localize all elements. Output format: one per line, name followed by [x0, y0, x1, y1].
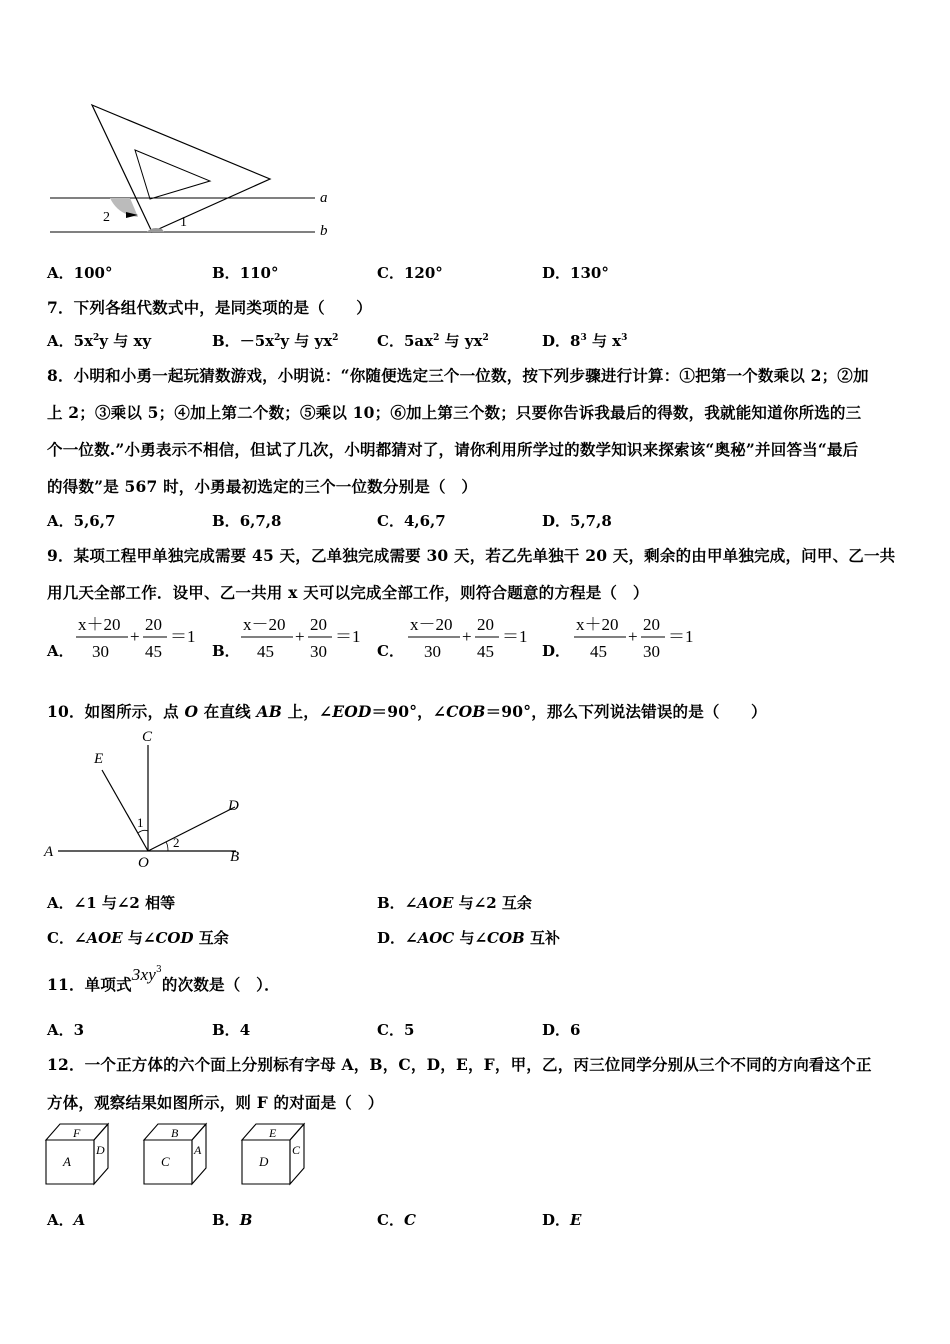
q6-option-c[interactable]: C．120°	[377, 264, 443, 282]
q9-a-plus: +	[130, 627, 140, 646]
q7-stem: 7．下列各组代数式中，是同类项的是（ ）	[47, 298, 372, 317]
q10-option-a[interactable]: A．∠1 与∠2 相等	[47, 894, 176, 912]
q8-line-3: 个一位数.”小勇表示不相信，但试了几次，小明都猜对了，请你利用所学过的数学知识来探索该“奥秘”并回答当“最后	[47, 440, 859, 459]
q7-option-c[interactable]: C．$5ax^2$ 与 $yx^2$	[377, 332, 489, 350]
angle-1-label: 1	[137, 815, 144, 830]
q8-option-c[interactable]: C．4,6,7	[377, 512, 446, 530]
q6-option-a[interactable]: A．100°	[47, 264, 113, 282]
triangle-ruler-inner	[135, 150, 210, 199]
q9-option-d-key[interactable]: D．	[542, 642, 571, 660]
q12-cubes-figure	[40, 1118, 330, 1190]
cube-3-front: D	[259, 1154, 269, 1169]
ray-od	[148, 807, 235, 851]
q9-a-rhs: ＝1	[170, 627, 196, 646]
q6-option-d[interactable]: D．130°	[542, 264, 609, 282]
q9-option-c-equation	[408, 615, 528, 661]
label-a: a	[320, 190, 328, 206]
q9-d-den2: 30	[643, 642, 660, 661]
point-o-label: O	[138, 855, 149, 870]
q9-option-b-equation	[241, 615, 361, 661]
q8-line-2: 上 2；③乘以 5；④加上第二个数；⑤乘以 10；⑥加上第三个数；只要你告诉我最后的得数，我就能知道你所选的三	[47, 403, 862, 422]
q9-a-num1: x＋20	[78, 615, 121, 634]
q8-option-b[interactable]: B．6,7,8	[212, 512, 282, 530]
q9-option-a-equation	[76, 615, 196, 661]
q12-line-1: 12．一个正方体的六个面上分别标有字母 A，B，C，D，E，F，甲，乙，丙三位同学分别从三个不同的方向看这个正	[47, 1055, 872, 1074]
q7-option-d[interactable]: D．$8^3$ 与 $x^3$	[542, 332, 628, 350]
q9-c-plus: +	[462, 627, 472, 646]
q8-option-a[interactable]: A．5,6,7	[47, 512, 116, 530]
q9-c-den2: 45	[477, 642, 494, 661]
cube-2	[144, 1124, 206, 1184]
q12-option-b[interactable]: B．B	[212, 1211, 253, 1229]
q12-option-c[interactable]: C．C	[377, 1211, 416, 1229]
ray-oe	[102, 770, 148, 851]
q9-d-den1: 45	[590, 642, 607, 661]
cube-1-front: A	[63, 1154, 71, 1169]
q9-d-rhs: ＝1	[668, 627, 694, 646]
cube-2-top: B	[171, 1126, 179, 1140]
q9-d-plus: +	[628, 627, 638, 646]
q9-b-rhs: ＝1	[335, 627, 361, 646]
q9-a-den2: 45	[145, 642, 162, 661]
q11-option-d[interactable]: D．6	[542, 1021, 581, 1039]
q9-c-num1: x－20	[410, 615, 453, 634]
q9-b-plus: +	[295, 627, 305, 646]
q9-b-den1: 45	[257, 642, 274, 661]
q10-stem: 10．如图所示，点 O 在直线 AB 上，∠EOD＝90°，∠COB＝90°，那么下列说法错误的是（ ）	[47, 702, 767, 721]
q9-d-num1: x＋20	[576, 615, 619, 634]
q9-b-num1: x－20	[243, 615, 286, 634]
cube-2-front: C	[161, 1154, 170, 1169]
q9-option-d-equation	[574, 615, 694, 661]
q9-d-num2: 20	[643, 615, 660, 634]
q9-a-num2: 20	[145, 615, 162, 634]
cube-3	[242, 1124, 304, 1184]
q9-line-1: 9．某项工程甲单独完成需要 45 天，乙单独完成需要 30 天，若乙先单独干 20 天，剩余的由甲单独完成，问甲、乙一共	[47, 546, 896, 565]
q8-line-4: 的得数”是 567 时，小勇最初选定的三个一位数分别是（ ）	[47, 477, 478, 496]
q9-a-den1: 30	[92, 642, 109, 661]
q9-option-b-key[interactable]: B．	[212, 642, 240, 660]
q9-c-num2: 20	[477, 615, 494, 634]
point-a-label: A	[44, 844, 54, 860]
q12-option-d[interactable]: D．E	[542, 1211, 582, 1229]
label-b: b	[320, 223, 328, 239]
q6-figure	[40, 95, 340, 245]
angle-1-shade	[147, 228, 164, 232]
q9-c-den1: 30	[424, 642, 441, 661]
q7-option-a[interactable]: A．$5x^2y$ 与 xy	[47, 332, 152, 350]
q6-option-b[interactable]: B．110°	[212, 264, 279, 282]
q9-b-den2: 30	[310, 642, 327, 661]
q10-option-b[interactable]: B．∠AOE 与∠2 互余	[377, 894, 532, 912]
monomial: 3xy	[131, 965, 156, 984]
cube-1	[46, 1124, 108, 1184]
q11-option-c[interactable]: C．5	[377, 1021, 415, 1039]
q11-option-b[interactable]: B．4	[212, 1021, 251, 1039]
cube-1-side: D	[96, 1143, 105, 1157]
angle-2-arc	[166, 842, 168, 851]
label-2: 2	[103, 210, 110, 225]
point-c-label: C	[142, 729, 153, 745]
q12-line-2: 方体，观察结果如图所示，则 F 的对面是（ ）	[47, 1093, 384, 1112]
q10-figure	[40, 725, 260, 870]
q8-option-d[interactable]: D．5,7,8	[542, 512, 612, 530]
q11-stem: 11．单项式$3xy^3$的次数是（ ）．	[47, 964, 280, 994]
cube-3-side: C	[292, 1143, 301, 1157]
q7-option-b[interactable]: B．$-5x^2y$ 与 $yx^2$	[212, 332, 339, 350]
label-1: 1	[180, 215, 187, 230]
angle-1-arc	[138, 830, 148, 833]
q9-fractions	[70, 612, 930, 664]
q9-b-num2: 20	[310, 615, 327, 634]
cube-1-top: F	[73, 1126, 81, 1140]
q12-option-a[interactable]: A．A	[47, 1211, 86, 1229]
q9-c-rhs: ＝1	[502, 627, 528, 646]
q10-option-c[interactable]: C．∠AOE 与∠COD 互余	[47, 929, 229, 947]
cube-2-side: A	[194, 1143, 202, 1157]
q10-option-d[interactable]: D．∠AOC 与∠COB 互补	[377, 929, 560, 947]
point-b-label: B	[230, 849, 240, 865]
point-d-label: D	[228, 798, 239, 814]
point-e-label: E	[94, 751, 104, 767]
q8-line-1: 8．小明和小勇一起玩猜数游戏，小明说：“你随便选定三个一位数，按下列步骤进行计算：①把第一个数乘以 2；②加	[47, 366, 869, 385]
q11-option-a[interactable]: A．3	[47, 1021, 85, 1039]
q9-option-c-key[interactable]: C．	[377, 642, 404, 660]
cube-3-top: E	[269, 1126, 277, 1140]
q9-option-a-key[interactable]: A．	[47, 642, 74, 660]
angle-2-label: 2	[173, 835, 180, 850]
q9-line-2: 用几天全部工作．设甲、乙一共用 x 天可以完成全部工作，则符合题意的方程是（ ）	[47, 583, 649, 602]
